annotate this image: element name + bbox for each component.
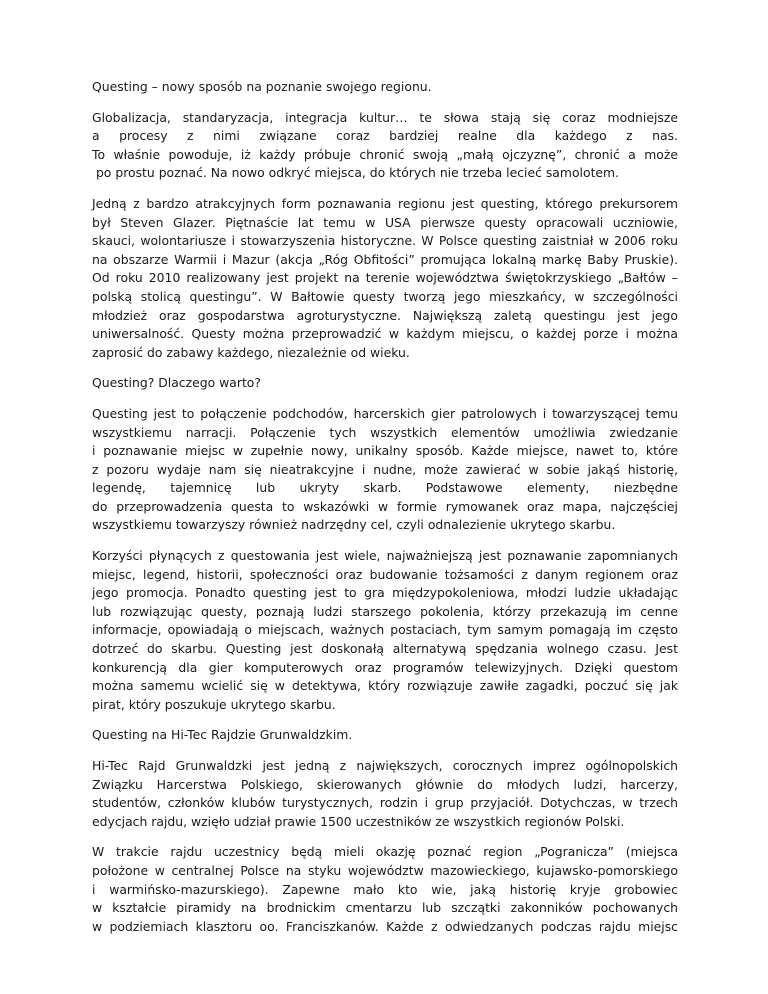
text-line: dotrzeć do skarbu. Questing jest doskonałą alternatywą spędzania wolnego czasu. Jest (92, 641, 678, 657)
text-line: polską stolicą questingu”. W Bałtowie questy tworzą jego mieszkańcy, w szczególności (92, 288, 678, 304)
text-line: zaprosić do zabawy każdego, niezależnie od wieku. (92, 344, 410, 360)
document-page (92, 78, 678, 948)
text-line: położone w centralnej Polsce na styku województw mazowieckiego, kujawsko-pomorskiego (92, 862, 678, 878)
text-line: Questing jest to połączenie podchodów, harcerskich gier patrolowych i towarzyszącej temu (92, 405, 678, 421)
text-line: z pozoru wydaje nam się nieatrakcyjne i nudne, może zawierać w sobie jakąś historię, (92, 461, 678, 477)
text-line: studentów, członków klubów turystycznych, rodzin i grup przyjaciół. Dotychczas, w trzech (92, 795, 678, 811)
text-line: lub rozwiązując questy, poznają ludzi starszego pokolenia, którzy przekazują im cenne (92, 603, 678, 619)
text-line: miejsc, legend, historii, społeczności oraz budowanie tożsamości z danym regionem oraz (92, 566, 678, 582)
text-line: uniwersalność. Questy można przeprowadzić w każdym miejscu, o każdej porze i można (92, 326, 678, 342)
paragraph-why (92, 405, 678, 535)
section-heading-why: Questing? Dlaczego warto? (92, 375, 261, 391)
paragraph-region (92, 843, 678, 936)
text-line: W trakcie rajdu uczestnicy będą mieli okazję poznać region „Pogranicza” (miejsca (92, 844, 678, 860)
document-title: Questing – nowy sposób na poznanie swojego regionu. (92, 79, 432, 94)
text-line: w podziemiach klasztoru oo. Franciszkanów. Każde z odwiedzanych podczas rajdu miejsc (92, 918, 678, 934)
text-line: do przeprowadzenia questa to wskazówki w formie rymowanek oraz mapa, najczęściej (92, 498, 678, 514)
text-line: w kształcie piramidy na brodnickim cmentarzu lub szczątki zakonników pochowanych (92, 900, 678, 916)
text-line: Globalizacja, standaryzacja, integracja kultur… te słowa stają się coraz modniejsze (92, 109, 678, 125)
text-line: legendę, tajemnicę lub ukryty skarb. Podstawowe elementy, niezbędne (92, 480, 678, 496)
text-line: To właśnie powoduje, iż każdy próbuje chronić swoją „małą ojczyznę”, chronić a może (92, 146, 678, 162)
text-line: Korzyści płynących z questowania jest wiele, najważniejszą jest poznawanie zapomnianych (92, 548, 678, 564)
text-line: pirat, który poszukuje ukrytego skarbu. (92, 696, 336, 712)
text-line: edycjach rajdu, wzięło udział prawie 1500 uczestników ze wszystkich regionów Polski. (92, 813, 625, 829)
text-line: po prostu poznać. Na nowo odkryć miejsca, do których nie trzeba lecieć samolotem. (92, 165, 620, 181)
text-line: Hi-Tec Rajd Grunwaldzki jest jedną z największych, corocznych imprez ogólnopolskich (92, 758, 678, 773)
text-line: Związku Harcerstwa Polskiego, skierowanych głównie do młodych ludzi, harcerzy, (92, 776, 678, 792)
text-line: młodzież oraz gospodarstwa agroturystyczne. Największą zaletą questingu jest jego (92, 307, 678, 323)
text-line: był Steven Glazer. Piętnaście lat temu w USA pierwsze questy opracowali uczniowie, (92, 214, 678, 230)
text-line: konkurencją dla gier komputerowych oraz programów telewizyjnych. Dzięki questom (92, 659, 678, 675)
text-line: na obszarze Warmii i Mazur (akcja „Róg Obfitości” promująca lokalną markę Baby Pruskie). (92, 251, 678, 267)
paragraph-history (92, 195, 678, 362)
text-line: informacje, opowiadają o miejscach, ważnych postaciach, tym samym pomagają im często (92, 622, 678, 638)
text-line: można samemu wcielić się w detektywa, który rozwiązuje zawiłe zagadki, poczuć się jak (92, 678, 678, 694)
paragraph-benefits (92, 547, 678, 714)
text-line: i poznawanie miejsc w zupełnie nowy, unikalny sposób. Każde miejsce, nawet to, które (92, 443, 678, 459)
text-line: Od roku 2010 realizowany jest projekt na terenie województwa świętokrzyskiego „Bałtów – (92, 270, 678, 286)
text-line: i warmińsko-mazurskiego). Zapewne mało kto wie, jaką historię kryje grobowiec (92, 881, 678, 897)
paragraph-rally (92, 757, 678, 831)
text-line: wszystkiemu towarzyszy również nadrzędny cel, czyli odnalezienie ukrytego skarbu. (92, 517, 616, 533)
paragraph-intro (92, 109, 678, 183)
text-line: a procesy z nimi związane coraz bardziej realne dla każdego z nas. (92, 128, 678, 144)
text-line: Jedną z bardzo atrakcyjnych form poznawania regionu jest questing, którego prekursorem (92, 195, 678, 211)
text-line: skauci, wolontariusze i stowarzyszenia historyczne. W Polsce questing zaistniał w 2006 roku (92, 233, 678, 249)
text-line: wszystkiemu narracji. Połączenie tych wszystkich elementów umożliwia zwiedzanie (92, 424, 678, 440)
text-line: jego promocja. Ponadto questing jest to gra międzypokoleniowa, młodzi ludzie układając (92, 585, 678, 601)
section-heading-rally: Questing na Hi-Tec Rajdzie Grunwaldzkim. (92, 727, 353, 743)
